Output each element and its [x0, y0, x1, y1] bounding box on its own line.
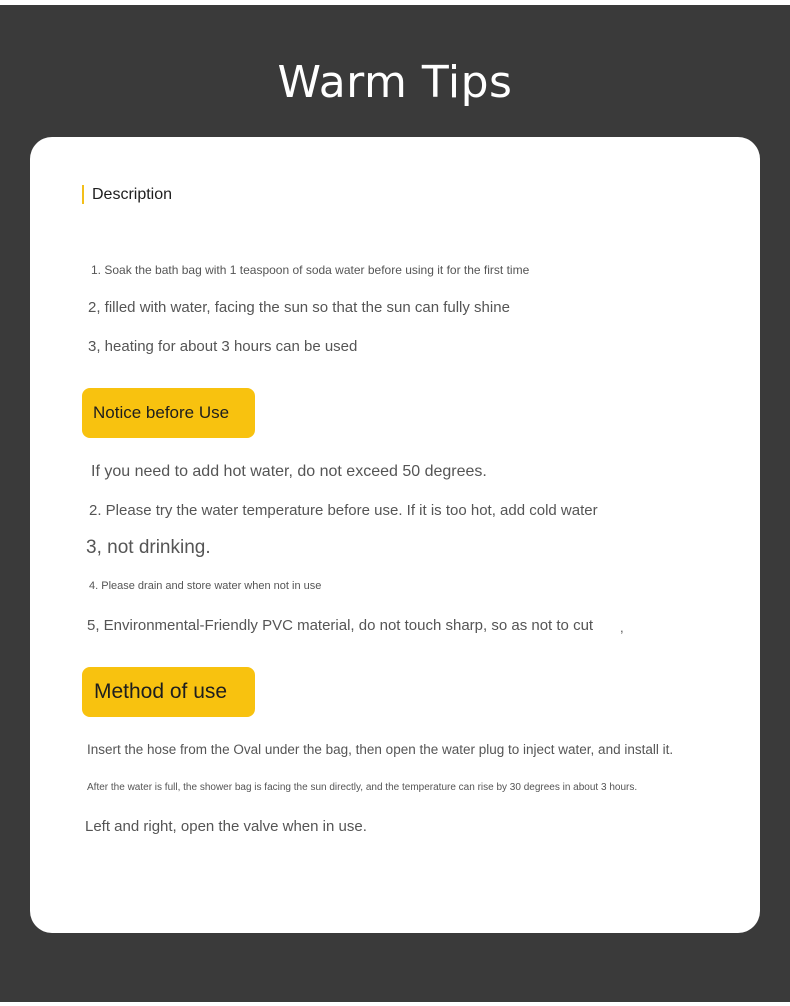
description-item-3: 3, heating for about 3 hours can be used — [88, 338, 358, 355]
description-item-2: 2, filled with water, facing the sun so that the sun can fully shine — [88, 299, 510, 316]
tips-card — [30, 137, 760, 933]
notice-item-1: If you need to add hot water, do not exceed 50 degrees. — [91, 463, 487, 480]
page-background — [0, 5, 790, 1002]
method-item-3: Left and right, open the valve when in use. — [85, 818, 367, 835]
notice-heading-badge — [82, 388, 255, 438]
notice-item-2: 2. Please try the water temperature before use. If it is too hot, add cold water — [89, 502, 598, 519]
description-item-1: 1. Soak the bath bag with 1 teaspoon of soda water before using it for the first time — [91, 263, 530, 277]
method-item-2: After the water is full, the shower bag is facing the sun directly, and the temperature can rise by 30 degrees in about 3 hours. — [87, 782, 638, 793]
notice-item-4: 4. Please drain and store water when not in use — [89, 580, 322, 592]
notice-item-3: 3, not drinking. — [86, 537, 211, 558]
description-heading: Description — [82, 185, 182, 204]
notice-heading: Notice before Use — [93, 403, 230, 422]
method-heading-badge — [82, 667, 255, 717]
method-heading: Method of use — [94, 680, 228, 703]
trailing-mark: , — [620, 620, 624, 635]
notice-item-5: 5, Environmental-Friendly PVC material, do not touch sharp, so as not to cut — [87, 617, 594, 634]
page-title: Warm Tips — [277, 57, 513, 108]
method-item-1: Insert the hose from the Oval under the bag, then open the water plug to inject water, and install it. — [87, 742, 674, 757]
